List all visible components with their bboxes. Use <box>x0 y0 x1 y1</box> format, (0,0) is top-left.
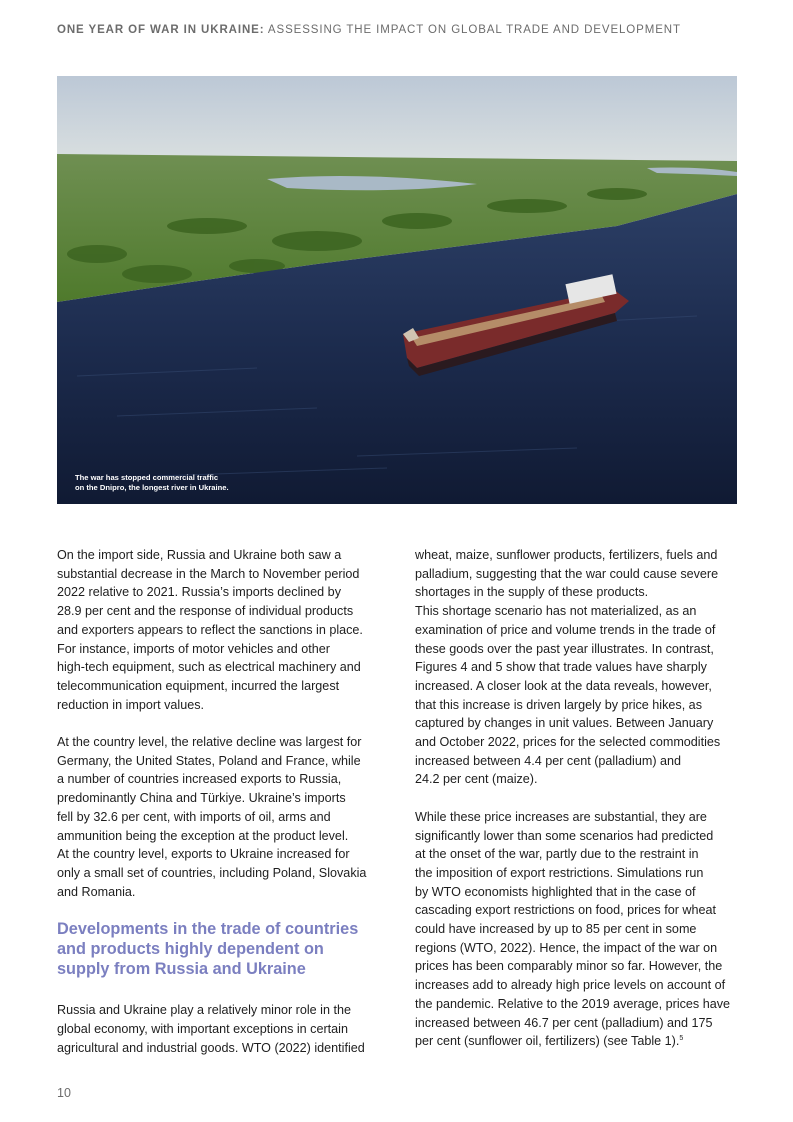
header-subtitle: ASSESSING THE IMPACT ON GLOBAL TRADE AND DEVELOPMENT <box>264 24 681 36</box>
right-column <box>415 546 745 1051</box>
photo-caption-line-2: on the Dnipro, the longest river in Ukraine. <box>75 483 229 492</box>
paragraph-country-level: At the country level, the relative decline was largest for Germany, the United States, Poland and France, while a number of countries increased exports to Russia, predominantly China and Türkiye. Ukraine’s imports fell by 32.6 per cent, with imports of oil, arms and ammunition being the exception at the product level. At the country level, exports to Ukraine increased for only a small set of countries, including Poland, Slovakia and Romania. <box>57 735 367 899</box>
river-barge-photo <box>57 76 737 504</box>
left-column <box>57 546 377 1057</box>
footnote-ref[interactable]: 5 <box>679 1035 684 1043</box>
paragraph-minor-role: Russia and Ukraine play a relatively minor role in the global economy, with important exceptions in certain agricultural and industrial goods. WTO (2022) identified <box>57 1003 365 1055</box>
header-title: ONE YEAR OF WAR IN UKRAINE: <box>57 24 265 36</box>
section-heading: Developments in the trade of countries and products highly dependent on supply from Russia and Ukraine <box>57 920 359 979</box>
photo-caption-line-1: The war has stopped commercial traffic <box>75 473 219 482</box>
paragraph-price-increases: While these price increases are substantial, they are significantly lower than some scenarios had predicted at the onset of the war, partly due to the restraint in the imposition of export restrictions. Simulations run by WTO economists highlighted that in the case of cascading export restrictions on food, prices for wheat could have increased by up to 85 per cent in some regions (WTO, 2022). Hence, the impact of the war on prices has been comparably minor so far. However, the increases add to already high price levels on account of the pandemic. Relative to the 2019 average, prices have increased between 46.7 per cent (palladium) and 175 per cent (sunflower oil, fertilizers) (see Table 1).$^5$ <box>415 809 731 1049</box>
paragraph-imports: On the import side, Russia and Ukraine both saw a substantial decrease in the March to November period 2022 relative to 2021. Russia’s imports declined by 28.9 per cent and the response of individual products and exporters appears to reflect the sanctions in place. For instance, imports of motor vehicles and other high-tech equipment, such as electrical machinery and telecommunication equipment, incurred the largest reduction in import values. <box>57 548 363 712</box>
running-header <box>57 24 681 36</box>
photo-caption <box>75 473 295 493</box>
page-number: 10 <box>57 1086 71 1100</box>
paragraph-shortages: wheat, maize, sunflower products, fertilizers, fuels and palladium, suggesting that the war could cause severe shortages in the supply of these products. This shortage scenario has not materialized, as an examination of price and volume trends in the trade of these goods over the past year illustrates. In contrast, Figures 4 and 5 show that trade values have sharply increased. A closer look at the data reveals, however, that this increase is driven largely by price hikes, as captured by changes in unit values. Between January and October 2022, prices for the selected commodities increased between 4.4 per cent (palladium) and 24.2 per cent (maize). <box>415 548 721 787</box>
